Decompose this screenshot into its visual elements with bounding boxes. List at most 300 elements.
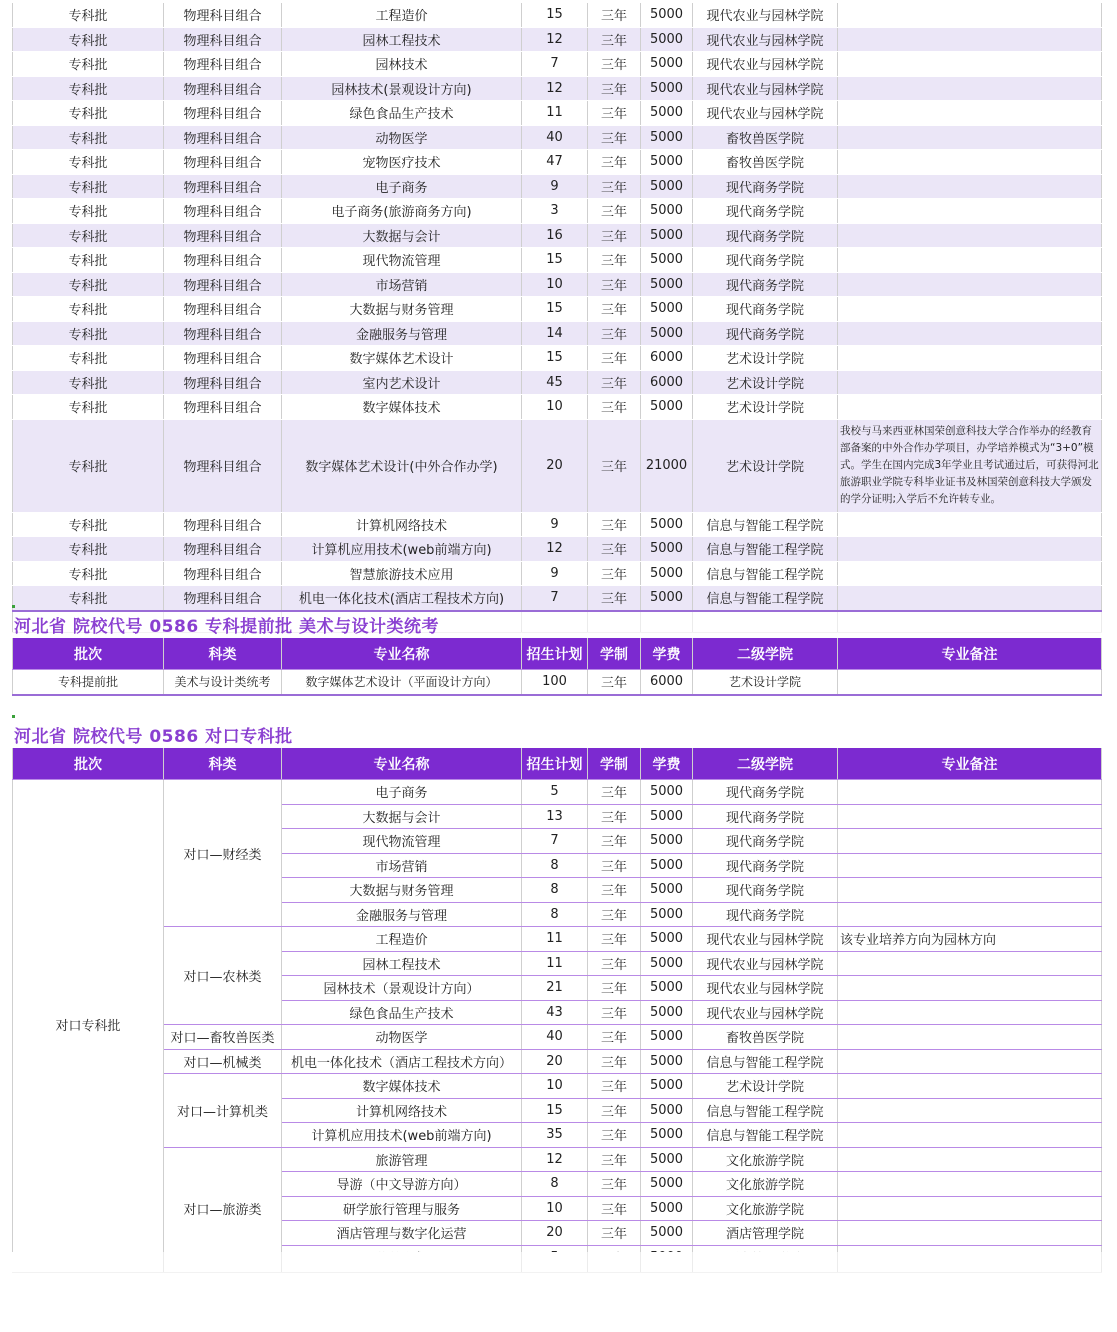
cell-college: 现代商务学院 [693, 878, 838, 903]
cell-duration: 三年 [588, 297, 641, 322]
cell-college: 畜牧兽医学院 [693, 150, 838, 175]
cell-tuition: 5000 [641, 101, 693, 126]
cell-duration: 三年 [588, 670, 641, 695]
cell-batch: 专科批 [13, 419, 164, 512]
cell-tuition: 5000 [641, 223, 693, 248]
cell-plan: 20 [522, 1221, 588, 1246]
header-plan: 招生计划 [522, 748, 588, 780]
cell-tuition: 6000 [641, 346, 693, 371]
cell-notes [838, 537, 1102, 562]
cell-plan: 10 [522, 272, 588, 297]
cell-college: 信息与智能工程学院 [693, 1123, 838, 1148]
table-row [13, 419, 1102, 512]
cell-plan: 5 [522, 780, 588, 805]
cell-notes: 我校与马来西亚林国荣创意科技大学合作举办的经教育部备案的中外合作办学项目，办学培养模式为“3+0”模式。学生在国内完成3年学业且考试通过后，可获得河北旅游职业学院专科毕业证书及林国荣创意科技大学颁发的学分证明;入学后不允许转专业。 [838, 419, 1102, 512]
cell-tuition: 6000 [641, 670, 693, 695]
header-tuition: 学费 [641, 748, 693, 780]
cell-notes [838, 1221, 1102, 1246]
cell-category: 物理科目组合 [164, 419, 282, 512]
table-row [13, 586, 1102, 611]
table-row [13, 125, 1102, 150]
cell-batch: 专科批 [13, 27, 164, 52]
cell-notes [838, 272, 1102, 297]
cell-plan: 15 [522, 1098, 588, 1123]
cell-college: 现代农业与园林学院 [693, 976, 838, 1001]
cell-major: 大数据与会计 [282, 804, 522, 829]
cell-batch: 专科批 [13, 199, 164, 224]
cell-notes [838, 3, 1102, 27]
cell-duration: 三年 [588, 780, 641, 805]
cell-plan: 8 [522, 853, 588, 878]
cell-category: 美术与设计类统考 [164, 670, 282, 695]
cell-duration: 三年 [588, 1025, 641, 1050]
cell-college: 信息与智能工程学院 [693, 1098, 838, 1123]
cell-plan: 100 [522, 670, 588, 695]
cell-plan: 12 [522, 76, 588, 101]
cell-duration: 三年 [588, 223, 641, 248]
cell-duration: 三年 [588, 3, 641, 27]
cell-notes [838, 878, 1102, 903]
cell-college: 现代商务学院 [693, 902, 838, 927]
cell-plan: 10 [522, 395, 588, 420]
cell-plan: 40 [522, 1025, 588, 1050]
cell-plan: 7 [522, 52, 588, 77]
cell-duration: 三年 [588, 27, 641, 52]
cell-notes [838, 27, 1102, 52]
cell-major: 园林技术(景观设计方向) [282, 76, 522, 101]
cell-college: 现代农业与园林学院 [693, 951, 838, 976]
cell-notes [838, 1147, 1102, 1172]
cell-college: 现代农业与园林学院 [693, 76, 838, 101]
cell-tuition: 5000 [641, 829, 693, 854]
cell-major: 电子商务(旅游商务方向) [282, 199, 522, 224]
cell-tuition: 5000 [641, 537, 693, 562]
cell-plan: 43 [522, 1000, 588, 1025]
cell-plan: 9 [522, 174, 588, 199]
table-header-row [13, 638, 1102, 670]
cell-duration: 三年 [588, 52, 641, 77]
cell-major: 电子商务 [282, 780, 522, 805]
cell-major: 计算机应用技术(web前端方向) [282, 537, 522, 562]
cell-notes [838, 1172, 1102, 1197]
cell-batch: 专科批 [13, 150, 164, 175]
cell-tuition: 5000 [641, 561, 693, 586]
cell-tuition: 5000 [641, 586, 693, 611]
cell-duration: 三年 [588, 321, 641, 346]
cell-duration: 三年 [588, 419, 641, 512]
cell-batch: 专科批 [13, 586, 164, 611]
cell-plan: 15 [522, 3, 588, 27]
table-row [13, 150, 1102, 175]
cell-category: 物理科目组合 [164, 537, 282, 562]
cell-duration: 三年 [588, 272, 641, 297]
cell-category: 对口—畜牧兽医类 [164, 1025, 282, 1050]
cell-college: 酒店管理学院 [693, 1221, 838, 1246]
cell-tuition: 5000 [641, 1049, 693, 1074]
admission-table-vocational [12, 748, 1102, 1271]
cell-college: 信息与智能工程学院 [693, 537, 838, 562]
cell-notes [838, 1000, 1102, 1025]
cell-major: 大数据与会计 [282, 223, 522, 248]
cell-duration: 三年 [588, 927, 641, 952]
cell-major: 酒店管理与数字化运营 [282, 1221, 522, 1246]
cell-batch: 专科批 [13, 537, 164, 562]
empty-row [12, 1252, 1101, 1273]
cell-duration: 三年 [588, 1172, 641, 1197]
cell-tuition: 5000 [641, 1123, 693, 1148]
cell-batch: 专科批 [13, 272, 164, 297]
cell-major: 机电一体化技术(酒店工程技术方向) [282, 586, 522, 611]
cell-major: 市场营销 [282, 272, 522, 297]
cell-college: 现代农业与园林学院 [693, 1000, 838, 1025]
cell-notes [838, 829, 1102, 854]
table-row [13, 223, 1102, 248]
cell-tuition: 5000 [641, 76, 693, 101]
cell-major: 计算机网络技术 [282, 512, 522, 537]
header-college: 二级学院 [693, 748, 838, 780]
cell-major: 数字媒体技术 [282, 395, 522, 420]
cell-tuition: 5000 [641, 951, 693, 976]
header-plan: 招生计划 [522, 638, 588, 670]
cell-batch: 专科批 [13, 297, 164, 322]
cell-college: 文化旅游学院 [693, 1172, 838, 1197]
header-notes: 专业备注 [838, 748, 1102, 780]
cell-category: 对口—旅游类 [164, 1147, 282, 1270]
cell-category: 物理科目组合 [164, 586, 282, 611]
table-row [13, 1049, 1102, 1074]
cell-duration: 三年 [588, 1221, 641, 1246]
cell-major: 园林工程技术 [282, 27, 522, 52]
cell-duration: 三年 [588, 174, 641, 199]
cell-plan: 11 [522, 927, 588, 952]
cell-duration: 三年 [588, 1147, 641, 1172]
cell-college: 文化旅游学院 [693, 1147, 838, 1172]
cell-batch: 专科提前批 [13, 670, 164, 695]
cell-tuition: 5000 [641, 1098, 693, 1123]
cell-notes [838, 150, 1102, 175]
cell-duration: 三年 [588, 395, 641, 420]
cell-notes [838, 1123, 1102, 1148]
cell-major: 现代物流管理 [282, 248, 522, 273]
cell-plan: 21 [522, 976, 588, 1001]
cell-plan: 10 [522, 1074, 588, 1099]
cell-college: 现代商务学院 [693, 321, 838, 346]
cell-college: 畜牧兽医学院 [693, 125, 838, 150]
table-row [13, 370, 1102, 395]
cell-tuition: 5000 [641, 853, 693, 878]
cell-plan: 14 [522, 321, 588, 346]
cell-batch: 专科批 [13, 223, 164, 248]
table-row [13, 512, 1102, 537]
cell-major: 研学旅行管理与服务 [282, 1196, 522, 1221]
cell-plan: 11 [522, 951, 588, 976]
cell-duration: 三年 [588, 537, 641, 562]
cell-tuition: 5000 [641, 125, 693, 150]
cell-college: 现代农业与园林学院 [693, 3, 838, 27]
cell-plan: 12 [522, 1147, 588, 1172]
cell-batch: 专科批 [13, 512, 164, 537]
cell-college: 艺术设计学院 [693, 395, 838, 420]
cell-tuition: 5000 [641, 1074, 693, 1099]
table-row [13, 927, 1102, 952]
cell-major: 数字媒体艺术设计(中外合作办学) [282, 419, 522, 512]
cell-tuition: 5000 [641, 927, 693, 952]
cell-major: 现代物流管理 [282, 829, 522, 854]
cell-batch: 专科批 [13, 174, 164, 199]
cell-tuition: 5000 [641, 878, 693, 903]
header-category: 科类 [164, 638, 282, 670]
empty-grid [12, 1252, 1102, 1273]
cell-category: 物理科目组合 [164, 370, 282, 395]
cell-notes [838, 1074, 1102, 1099]
cell-category: 物理科目组合 [164, 76, 282, 101]
cell-notes [838, 395, 1102, 420]
cell-batch: 专科批 [13, 76, 164, 101]
admission-table-specialist-batch [12, 3, 1102, 633]
cell-notes [838, 561, 1102, 586]
cell-tuition: 5000 [641, 1147, 693, 1172]
cell-college: 现代商务学院 [693, 272, 838, 297]
cell-plan: 20 [522, 1049, 588, 1074]
cell-tuition: 5000 [641, 321, 693, 346]
cell-plan: 8 [522, 1172, 588, 1197]
cell-plan: 8 [522, 902, 588, 927]
cell-notes [838, 297, 1102, 322]
cell-batch: 专科批 [13, 561, 164, 586]
cell-notes [838, 1049, 1102, 1074]
cell-tuition: 5000 [641, 52, 693, 77]
cell-major: 绿色食品生产技术 [282, 1000, 522, 1025]
cell-major: 工程造价 [282, 927, 522, 952]
table-row [13, 101, 1102, 126]
cell-plan: 7 [522, 586, 588, 611]
header-tuition: 学费 [641, 638, 693, 670]
cell-duration: 三年 [588, 199, 641, 224]
cell-plan: 16 [522, 223, 588, 248]
cell-duration: 三年 [588, 1074, 641, 1099]
cell-college: 现代商务学院 [693, 804, 838, 829]
table-header-row [13, 748, 1102, 780]
cell-plan: 15 [522, 248, 588, 273]
cell-duration: 三年 [588, 370, 641, 395]
cell-marker [12, 605, 15, 608]
cell-notes [838, 1196, 1102, 1221]
cell-college: 艺术设计学院 [693, 370, 838, 395]
admission-table-art-design [12, 638, 1102, 696]
cell-category: 对口—农林类 [164, 927, 282, 1025]
cell-college: 艺术设计学院 [693, 1074, 838, 1099]
table-row [13, 561, 1102, 586]
cell-category: 物理科目组合 [164, 248, 282, 273]
cell-major: 数字媒体艺术设计（平面设计方向） [282, 670, 522, 695]
table-row [13, 537, 1102, 562]
cell-notes [838, 76, 1102, 101]
header-duration: 学制 [588, 638, 641, 670]
cell-category: 物理科目组合 [164, 174, 282, 199]
cell-major: 绿色食品生产技术 [282, 101, 522, 126]
table-row [13, 670, 1102, 695]
cell-tuition: 5000 [641, 804, 693, 829]
header-major: 专业名称 [282, 748, 522, 780]
table-row [13, 272, 1102, 297]
cell-tuition: 5000 [641, 1221, 693, 1246]
cell-notes [838, 586, 1102, 611]
table-row [13, 1147, 1102, 1172]
cell-college: 现代农业与园林学院 [693, 101, 838, 126]
cell-plan: 12 [522, 27, 588, 52]
cell-tuition: 5000 [641, 248, 693, 273]
table-row [13, 52, 1102, 77]
cell-tuition: 5000 [641, 976, 693, 1001]
cell-batch: 专科批 [13, 395, 164, 420]
header-notes: 专业备注 [838, 638, 1102, 670]
cell-tuition: 5000 [641, 1172, 693, 1197]
cell-tuition: 5000 [641, 780, 693, 805]
cell-major: 市场营销 [282, 853, 522, 878]
cell-plan: 47 [522, 150, 588, 175]
table-row [13, 174, 1102, 199]
cell-major: 导游（中文导游方向） [282, 1172, 522, 1197]
cell-duration: 三年 [588, 1098, 641, 1123]
cell-notes [838, 804, 1102, 829]
cell-batch: 对口专科批 [13, 780, 164, 1271]
table-row [13, 248, 1102, 273]
cell-duration: 三年 [588, 1000, 641, 1025]
cell-duration: 三年 [588, 951, 641, 976]
table-row [13, 395, 1102, 420]
cell-college: 信息与智能工程学院 [693, 586, 838, 611]
cell-category: 物理科目组合 [164, 395, 282, 420]
section-title-vocational: 河北省 院校代号 0586 对口专科批 [14, 727, 293, 747]
cell-batch: 专科批 [13, 3, 164, 27]
cell-college: 现代商务学院 [693, 248, 838, 273]
cell-major: 园林技术（景观设计方向） [282, 976, 522, 1001]
cell-duration: 三年 [588, 125, 641, 150]
cell-category: 物理科目组合 [164, 297, 282, 322]
cell-major: 动物医学 [282, 125, 522, 150]
cell-batch: 专科批 [13, 370, 164, 395]
cell-category: 对口—财经类 [164, 780, 282, 927]
cell-batch: 专科批 [13, 346, 164, 371]
cell-duration: 三年 [588, 1123, 641, 1148]
cell-category: 物理科目组合 [164, 321, 282, 346]
cell-plan: 8 [522, 878, 588, 903]
cell-category: 物理科目组合 [164, 150, 282, 175]
cell-plan: 9 [522, 512, 588, 537]
cell-duration: 三年 [588, 902, 641, 927]
cell-plan: 15 [522, 346, 588, 371]
cell-duration: 三年 [588, 150, 641, 175]
cell-plan: 7 [522, 829, 588, 854]
cell-category: 物理科目组合 [164, 3, 282, 27]
table-row [13, 27, 1102, 52]
cell-college: 现代商务学院 [693, 174, 838, 199]
cell-notes [838, 321, 1102, 346]
cell-college: 现代农业与园林学院 [693, 27, 838, 52]
header-major: 专业名称 [282, 638, 522, 670]
cell-college: 现代商务学院 [693, 297, 838, 322]
cell-category: 物理科目组合 [164, 512, 282, 537]
cell-category: 物理科目组合 [164, 561, 282, 586]
cell-major: 金融服务与管理 [282, 321, 522, 346]
cell-college: 现代农业与园林学院 [693, 927, 838, 952]
cell-notes [838, 346, 1102, 371]
cell-major: 动物医学 [282, 1025, 522, 1050]
cell-notes [838, 248, 1102, 273]
cell-tuition: 5000 [641, 902, 693, 927]
cell-major: 园林技术 [282, 52, 522, 77]
table-row [13, 321, 1102, 346]
header-college: 二级学院 [693, 638, 838, 670]
cell-tuition: 5000 [641, 272, 693, 297]
cell-college: 信息与智能工程学院 [693, 512, 838, 537]
cell-tuition: 5000 [641, 199, 693, 224]
cell-major: 大数据与财务管理 [282, 878, 522, 903]
cell-tuition: 5000 [641, 512, 693, 537]
cell-college: 信息与智能工程学院 [693, 561, 838, 586]
cell-batch: 专科批 [13, 321, 164, 346]
cell-notes [838, 101, 1102, 126]
section-title-art-design: 河北省 院校代号 0586 专科提前批 美术与设计类统考 [14, 617, 439, 637]
cell-tuition: 5000 [641, 297, 693, 322]
cell-plan: 35 [522, 1123, 588, 1148]
cell-category: 物理科目组合 [164, 101, 282, 126]
cell-duration: 三年 [588, 586, 641, 611]
cell-category: 物理科目组合 [164, 52, 282, 77]
cell-notes [838, 370, 1102, 395]
cell-batch: 专科批 [13, 125, 164, 150]
cell-major: 大数据与财务管理 [282, 297, 522, 322]
cell-tuition: 5000 [641, 3, 693, 27]
cell-notes [838, 951, 1102, 976]
cell-duration: 三年 [588, 1196, 641, 1221]
cell-major: 机电一体化技术（酒店工程技术方向） [282, 1049, 522, 1074]
cell-notes [838, 670, 1102, 695]
cell-category: 物理科目组合 [164, 223, 282, 248]
cell-major: 电子商务 [282, 174, 522, 199]
cell-notes: 该专业培养方向为园林方向 [838, 927, 1102, 952]
cell-major: 数字媒体技术 [282, 1074, 522, 1099]
cell-tuition: 5000 [641, 1025, 693, 1050]
header-duration: 学制 [588, 748, 641, 780]
cell-tuition: 5000 [641, 174, 693, 199]
cell-tuition: 5000 [641, 1000, 693, 1025]
table-row [13, 297, 1102, 322]
cell-duration: 三年 [588, 976, 641, 1001]
cell-plan: 45 [522, 370, 588, 395]
table-row [13, 346, 1102, 371]
cell-category: 物理科目组合 [164, 272, 282, 297]
cell-duration: 三年 [588, 248, 641, 273]
cell-plan: 13 [522, 804, 588, 829]
cell-college: 现代商务学院 [693, 829, 838, 854]
cell-college: 信息与智能工程学院 [693, 1049, 838, 1074]
cell-tuition: 5000 [641, 395, 693, 420]
cell-tuition: 5000 [641, 150, 693, 175]
cell-college: 文化旅游学院 [693, 1196, 838, 1221]
cell-plan: 40 [522, 125, 588, 150]
cell-notes [838, 853, 1102, 878]
table-row [13, 1025, 1102, 1050]
cell-batch: 专科批 [13, 101, 164, 126]
cell-plan: 11 [522, 101, 588, 126]
cell-notes [838, 780, 1102, 805]
cell-major: 金融服务与管理 [282, 902, 522, 927]
cell-notes [838, 902, 1102, 927]
cell-duration: 三年 [588, 101, 641, 126]
cell-duration: 三年 [588, 804, 641, 829]
cell-notes [838, 1098, 1102, 1123]
